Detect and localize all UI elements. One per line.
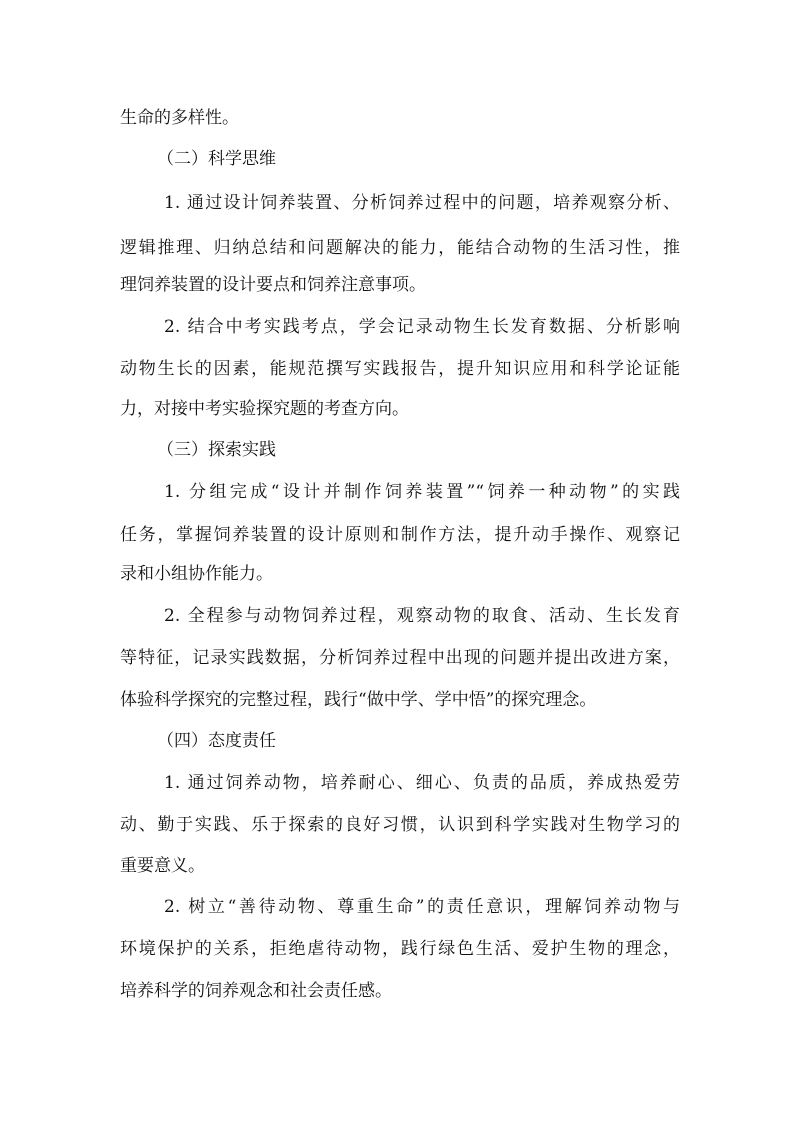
paragraph-line: 逻辑推理、归纳总结和问题解决的能力，能结合动物的生活习性，推 (120, 238, 680, 258)
paragraph-line: 2. 树立“善待动物、尊重生命”的责任意识，理解饲养动物与 (164, 897, 680, 917)
paragraph-line: 录和小组协作能力。 (120, 564, 273, 584)
paragraph-line: 体验科学探究的完整过程，践行“做中学、学中悟”的探究理念。 (120, 690, 597, 710)
paragraph-line: 等特征，记录实践数据，分析饲养过程中出现的问题并提出改进方案， (120, 648, 680, 668)
paragraph-line: 生命的多样性。 (120, 108, 239, 128)
paragraph-line: 1. 通过饲养动物，培养耐心、细心、负责的品质，养成热爱劳 (164, 773, 680, 793)
paragraph-line: 2. 全程参与动物饲养过程，观察动物的取食、活动、生长发育 (164, 606, 680, 626)
paragraph-line: 培养科学的饲养观念和社会责任感。 (120, 981, 392, 1001)
paragraph-line: 动、勤于实践、乐于探索的良好习惯，认识到科学实践对生物学习的 (120, 815, 680, 835)
paragraph-line: 理饲养装置的设计要点和饲养注意事项。 (120, 275, 426, 295)
paragraph-line: 1. 通过设计饲养装置、分析饲养过程中的问题，培养观察分析、 (164, 193, 680, 213)
paragraph-line: 2. 结合中考实践考点，学会记录动物生长发育数据、分析影响 (164, 317, 680, 337)
paragraph-line: 重要意义。 (120, 856, 205, 876)
section-heading-scientific-thinking: （二）科学思维 (157, 149, 276, 169)
paragraph-line: 1. 分组完成“设计并制作饲养装置”“饲养一种动物”的实践 (164, 482, 680, 502)
section-heading-exploration-practice: （三）探索实践 (157, 440, 276, 460)
paragraph-line: 任务，掌握饲养装置的设计原则和制作方法，提升动手操作、观察记 (120, 525, 680, 545)
paragraph-line: 动物生长的因素，能规范撰写实践报告，提升知识应用和科学论证能 (120, 359, 680, 379)
paragraph-line: 力，对接中考实验探究题的考查方向。 (120, 399, 409, 419)
paragraph-line: 环境保护的关系，拒绝虐待动物，践行绿色生活、爱护生物的理念， (120, 939, 680, 959)
section-heading-attitude-responsibility: （四）态度责任 (157, 731, 276, 751)
